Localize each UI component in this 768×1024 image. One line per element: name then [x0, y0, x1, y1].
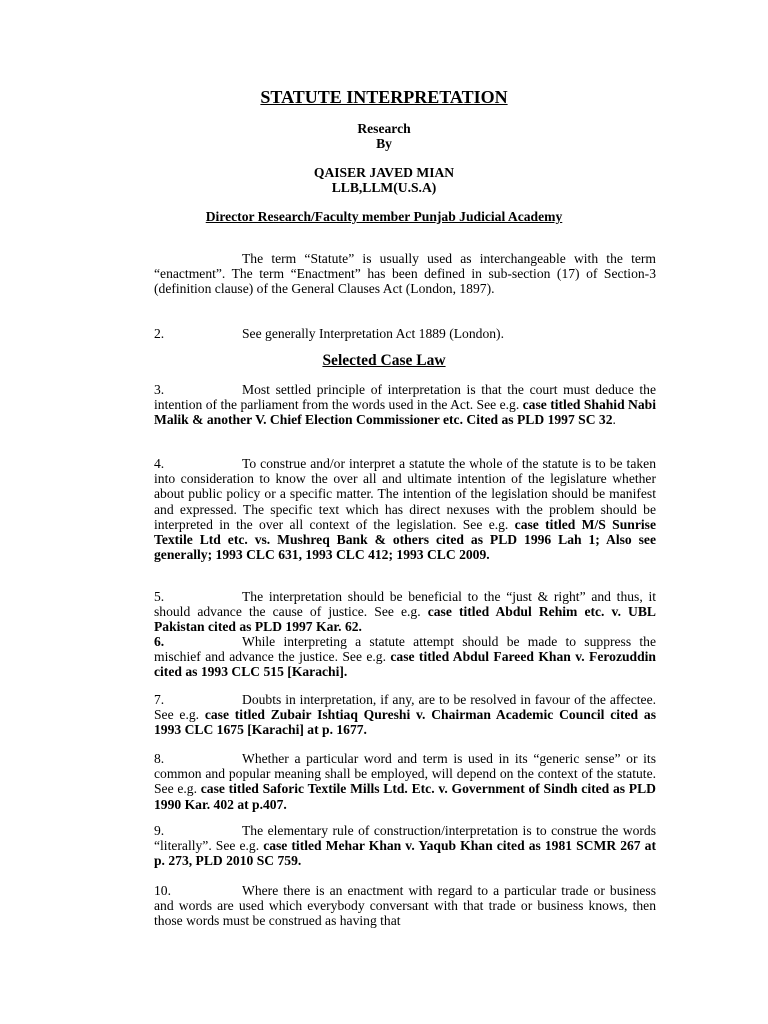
case-citation: case titled Shahid Nabi Malik & another V. Chief Election Commissioner etc. Cited as PLD 1997 SC 32: [154, 397, 656, 428]
case-citation: case titled Abdul Rehim etc. v. UBL Pakistan cited as PLD 1997 Kar. 62.: [154, 604, 656, 635]
paragraph-text: While interpreting a statute attempt should be made to suppress the mischief and advance the justice. See e.g.: [154, 634, 656, 665]
paragraph-number: 7.: [154, 692, 165, 707]
paragraph-5: [154, 589, 656, 635]
section-heading: Selected Case Law: [322, 352, 446, 369]
paragraph-9: [154, 823, 656, 869]
paragraph-number: 6.: [154, 634, 165, 649]
paragraph-8: [154, 751, 656, 812]
case-citation: case titled Abdul Fareed Khan v. Ferozuddin cited as 1993 CLC 515 [Karachi].: [154, 649, 656, 680]
paragraph-text: The elementary rule of construction/interpretation is to construe the words “literally”. See e.g.: [154, 823, 656, 854]
case-citation: case titled Saforic Textile Mills Ltd. Etc. v. Government of Sindh cited as PLD 1990 Kar. 402 at p.407.: [154, 781, 656, 812]
paragraph-text: Most settled principle of interpretation is that the court must deduce the intention of the parliament from the words used in the Act. See e.g.: [154, 382, 656, 413]
case-citation: case titled Zubair Ishtiaq Qureshi v. Chairman Academic Council cited as 1993 CLC 1675 [Karachi] at p. 1677.: [154, 707, 656, 738]
author-name: QAISER JAVED MIAN: [313, 165, 455, 180]
author-role: Director Research/Faculty member Punjab Judicial Academy: [205, 209, 563, 224]
paragraph-number: 4.: [154, 456, 165, 471]
document-title: STATUTE INTERPRETATION: [260, 87, 508, 107]
paragraph-text: To construe and/or interpret a statute the whole of the statute is to be taken into consideration to know the over all and ultimate intention of the legislature whether about public policy or a specific matter. The intention of the legislation should be manifest and expressed. The specific text which has direct nexuses with the problem should be interpreted in the over all context of the legislation. See e.g.: [154, 456, 656, 532]
intro-text: The term “Statute” is usually used as interchangeable with the term “enactment”. The term “Enactment” has been defined in sub-section (17) of Section-3 (definition clause) of the General Clauses Act (London, 1897).: [154, 251, 656, 297]
paragraph-number: 8.: [154, 751, 165, 766]
paragraph-text: Whether a particular word and term is used in its “generic sense” or its common and popular meaning shall be employed, will depend on the context of the statute. See e.g.: [154, 751, 656, 797]
paragraph-tail: .: [612, 412, 616, 428]
paragraph-number: 5.: [154, 589, 165, 604]
paragraph-4: [154, 456, 656, 562]
paragraph-text: See generally Interpretation Act 1889 (London).: [242, 326, 504, 341]
paragraph-number: 3.: [154, 382, 165, 397]
paragraph-number: 10.: [154, 883, 171, 898]
paragraph-text: The interpretation should be beneficial to the “just & right” and thus, it should advance the cause of justice. See e.g.: [154, 589, 656, 620]
case-citation: case titled Mehar Khan v. Yaqub Khan cited as 1981 SCMR 267 at p. 273, PLD 2010 SC 759.: [154, 838, 656, 869]
research-label: Research: [357, 121, 411, 136]
paragraph-3: [154, 382, 656, 428]
case-citation: case titled M/S Sunrise Textile Ltd etc. vs. Mushreq Bank & others cited as PLD 1996 Lah 1; Also see generally; 1993 CLC 631, 1993 CLC 412; 1993 CLC 2009.: [154, 516, 656, 563]
by-label: By: [376, 136, 392, 151]
intro-paragraph: [154, 251, 656, 297]
paragraph-text: Where there is an enactment with regard to a particular trade or business and words are used which everybody conversant with that trade or business knows, then those words must be construed as having that: [154, 883, 656, 929]
author-qualifications: LLB,LLM(U.S.A): [331, 180, 437, 195]
paragraph-number: 2.: [154, 326, 165, 341]
paragraph-6: [154, 634, 656, 680]
paragraph-2: [154, 326, 656, 341]
paragraph-number: 9.: [154, 823, 165, 838]
paragraph-text: Doubts in interpretation, if any, are to be resolved in favour of the affectee. See e.g.: [154, 692, 656, 723]
paragraph-10: [154, 883, 656, 929]
paragraph-7: [154, 692, 656, 738]
